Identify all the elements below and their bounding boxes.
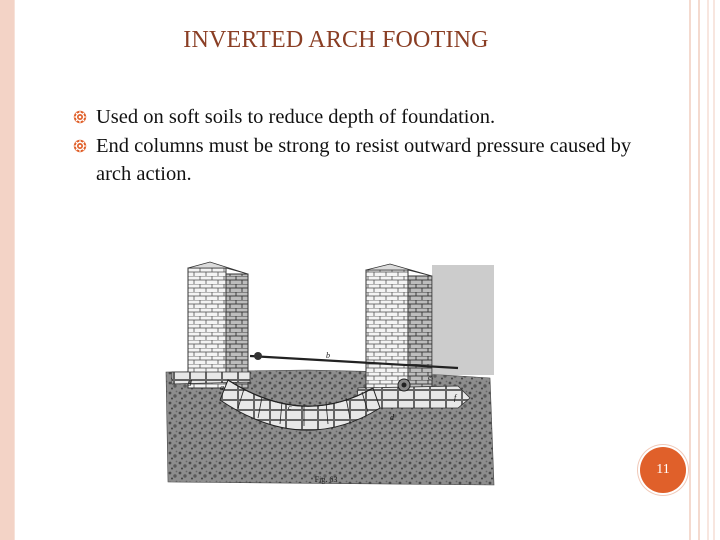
slide-title: INVERTED ARCH FOOTING: [183, 27, 489, 53]
figure-label-g: g: [188, 377, 192, 386]
inverted-arch-footing-illustration: [158, 260, 500, 490]
page-number-badge: 11: [640, 447, 686, 493]
figure-label-c: c: [288, 403, 292, 412]
bullet-item: [72, 132, 642, 188]
figure-label-b: b: [326, 351, 330, 360]
figure-label-e: e: [428, 373, 432, 382]
figure-caption: Fig. 63: [314, 475, 338, 484]
bullet-text: End columns must be strong to resist outward pressure caused by arch action.: [96, 135, 632, 185]
gear-icon: [73, 110, 87, 124]
bullet-text: Used on soft soils to reduce depth of foundation.: [96, 106, 496, 128]
bullet-item: [72, 103, 642, 131]
bullet-list: [72, 103, 642, 188]
gear-icon: [73, 139, 87, 153]
figure-label-a: a: [220, 383, 224, 392]
figure-label-d: d: [390, 413, 394, 422]
figure-label-f: f: [454, 393, 457, 402]
left-border-band: [0, 0, 14, 540]
left-border-line: [14, 0, 15, 540]
right-decorative-lines: [686, 0, 720, 540]
